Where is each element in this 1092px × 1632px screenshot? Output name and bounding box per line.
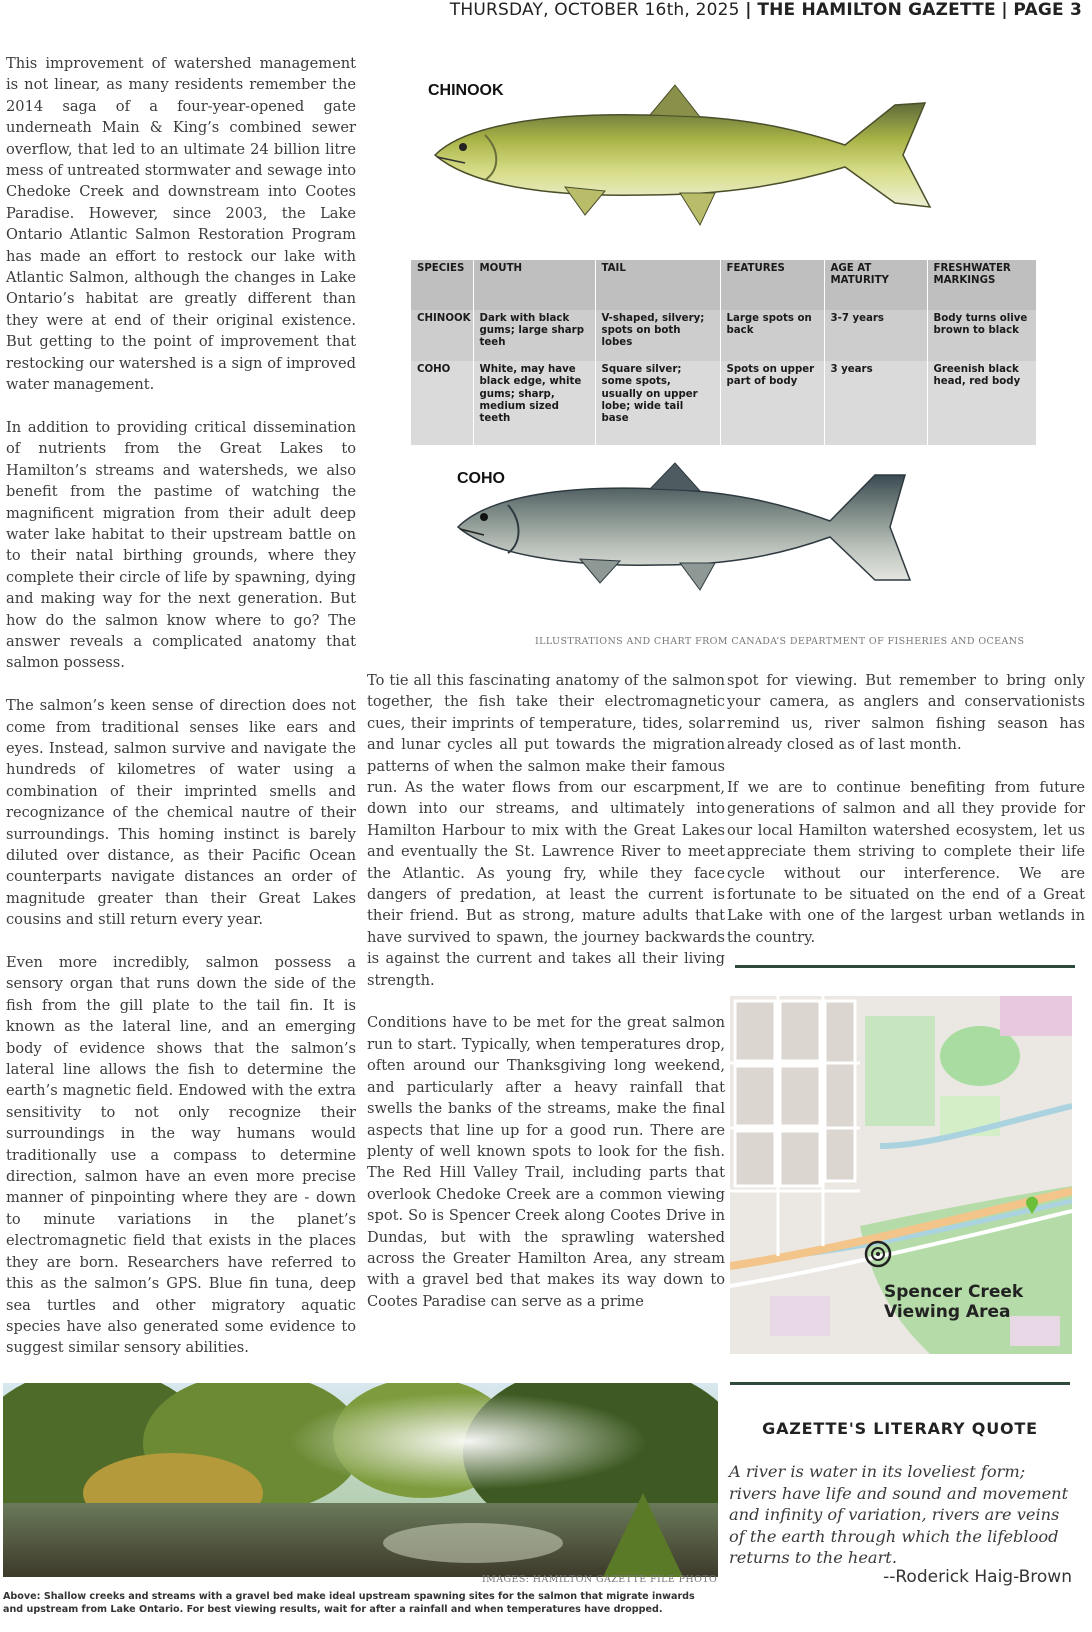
divider: [730, 1382, 1070, 1385]
table-cell: Square silver; some spots, usually on upper lobe; wide tail base: [595, 361, 720, 445]
photo-caption: Above: Shallow creeks and streams with a gravel bed make ideal upstream spawning sites for the salmon that migrate inwards and upstream from Lake Ontario. For best viewing results, wait for after a rainfall and when temperatures have dropped.: [3, 1591, 695, 1615]
paragraph: Conditions have to be met for the great salmon run to start. Typically, when temperatures drop, often around our Thanksgiving long weekend, and particularly after a heavy rainfall that swells the banks of the streams, make the final aspects that line up for a good run. There are plenty of well known spots to look for the fish. The Red Hill Valley Trail, including parts that overlook Chedoke Creek are a common viewing spot. So is Spencer Creek along Cootes Drive in Dundas, but with the sprawling watershed across the Greater Hamilton Area, any stream with a gravel bed that makes its way down to Cootes Paradise can serve as a prime: [367, 1014, 725, 1310]
species-comparison-table: [411, 260, 1037, 445]
table-cell: 3-7 years: [824, 310, 927, 361]
photo-credit: IMAGES: HAMILTON GAZETTE FILE PHOTO: [482, 1574, 718, 1585]
coho-illustration: [450, 455, 920, 595]
article-column-2: [367, 670, 725, 1312]
table-header-cell: AGE AT MATURITY: [824, 260, 927, 310]
table-row: [411, 310, 1036, 361]
table-cell: COHO: [411, 361, 473, 445]
chinook-label: CHINOOK: [428, 82, 504, 99]
table-header-cell: MOUTH: [473, 260, 595, 310]
quote-author: --Roderick Haig-Brown: [883, 1567, 1072, 1587]
map-label-line: Spencer Creek: [884, 1282, 1024, 1302]
header-date: THURSDAY, OCTOBER 16th, 2025: [449, 0, 740, 20]
map-location-label: [884, 1282, 1023, 1322]
header-paper-name: THE HAMILTON GAZETTE: [757, 0, 996, 20]
chart-credit: ILLUSTRATIONS AND CHART FROM CANADA’S DEPARTMENT OF FISHERIES AND OCEANS: [535, 636, 1025, 647]
page-header: [450, 0, 1082, 24]
table-cell: V-shaped, silvery; spots on both lobes: [595, 310, 720, 361]
article-column-3: [727, 670, 1085, 948]
paragraph: If we are to continue benefiting from future generations of salmon and all they provide for our local Hamilton watershed ecosystem, let us appreciate them striving to complete their life cycle without our interference. We are fortunate to be situated on the end of a Great Lake with one of the largest urban wetlands in the country.: [727, 779, 1085, 946]
table-cell: CHINOOK: [411, 310, 473, 361]
paragraph: The salmon’s keen sense of direction does not come from traditional senses like ears and eyes. Instead, salmon survive and navigate the hundreds of kilometres of water using a combination of their imprinted smells and recognizance of the chemical nautre of their surroundings. This homing instinct is barely diluted over distance, as their Pacific Ocean counterparts navigate distances an order of magnitude greater than their Great Lakes cousins and still return every year.: [6, 697, 356, 929]
divider: [735, 965, 1075, 968]
table-cell: Greenish black head, red body: [927, 361, 1036, 445]
creek-photo: [3, 1383, 718, 1577]
header-page-number: PAGE 3: [1013, 0, 1082, 20]
header-separator: |: [745, 0, 752, 20]
quote-title: GAZETTE'S LITERARY QUOTE: [762, 1419, 1038, 1438]
table-header-cell: FRESHWATER MARKINGS: [927, 260, 1036, 310]
paragraph: spot for viewing. But remember to bring only your camera, as anglers and conservationists remind us, river salmon fishing season has already closed as of last month.: [727, 672, 1085, 754]
creek-photo-graphic: [3, 1383, 718, 1577]
header-separator: |: [1001, 0, 1008, 20]
paragraph: Even more incredibly, salmon possess a sensory organ that runs down the side of the fish from the gill plate to the tail fin. It is known as the lateral line, and an emerging body of evidence shows that the salmon’s lateral line allows the fish to determine the earth’s magnetic field. Endowed with the extra sensitivity to not only recognize their surroundings in the way humans would traditionally use a compass to determine direction, salmon have an even more precise manner of pinpointing where they are - down to minute variations in the planet’s electromagnetic field that exists in the places they are born. Researchers have referred to this as the salmon’s GPS. Blue fin tuna, deep sea turtles and other migratory aquatic species have also generated some evidence to suggest similar sensory abilities.: [6, 954, 356, 1357]
table-header-cell: SPECIES: [411, 260, 473, 310]
table-header-cell: FEATURES: [720, 260, 824, 310]
table-cell: White, may have black edge, white gums; sharp, medium sized teeth: [473, 361, 595, 445]
table-cell: Spots on upper part of body: [720, 361, 824, 445]
table-header-cell: TAIL: [595, 260, 720, 310]
table-cell: Dark with black gums; large sharp teeh: [473, 310, 595, 361]
chinook-illustration: [425, 75, 935, 235]
table-cell: 3 years: [824, 361, 927, 445]
paragraph: In addition to providing critical dissemination of nutrients from the Great Lakes to Hamilton’s streams and watersheds, we also benefit from the pastime of watching the magnificent migration from their adult deep water lake habitat to their upstream battle on to their natal birthing grounds, where they complete their circle of life by spawning, dying and making way for the next generation. But how do the salmon know where to go? The answer reveals a complicated anatomy that salmon possess.: [6, 418, 356, 672]
viewing-area-map: [730, 996, 1072, 1354]
quote-text: A river is water in its loveliest form; rivers have life and sound and movement and infinity of variation, rivers are veins of the earth through which the lifeblood returns to the heart.: [729, 1462, 1069, 1567]
coho-label: COHO: [457, 470, 505, 487]
article-column-1: [6, 53, 356, 1359]
map-label-line: Viewing Area: [884, 1302, 1011, 1322]
table-row: [411, 361, 1036, 445]
paragraph: To tie all this fascinating anatomy of the salmon together, the fish take their electromagnetic cues, their imprints of temperature, tides, solar and lunar cycles all put towards the migration patterns of when the salmon make their famous run. As the water flows from our escarpment, down into our streams, and ultimately into Hamilton Harbour to mix with the Great Lakes and eventually the St. Lawrence River to meet the Atlantic. As young fry, while they face dangers of predation, at least the current is their friend. But as strong, mature adults that have survived to spawn, the journey backwards is against the current and takes all their living strength.: [367, 672, 725, 989]
table-cell: Large spots on back: [720, 310, 824, 361]
table-cell: Body turns olive brown to black: [927, 310, 1036, 361]
table-header-row: [411, 260, 1036, 310]
paragraph: This improvement of watershed management is not linear, as many residents remember the 2014 saga of a four-year-opened gate underneath Main & King’s combined sewer overflow, that led to an ultimate 24 billion litre mess of untreated stormwater and sewage into Chedoke Creek and downstream into Cootes Paradise. However, since 2003, the Lake Ontario Atlantic Salmon Restoration Program has made an effort to restock our lake with Atlantic Salmon, although the changes in Lake Ontario’s habitat are greatly different than they were at end of their original existence. But getting to the point of improvement that restocking our watershed is a sign of improved water management.: [6, 55, 356, 394]
